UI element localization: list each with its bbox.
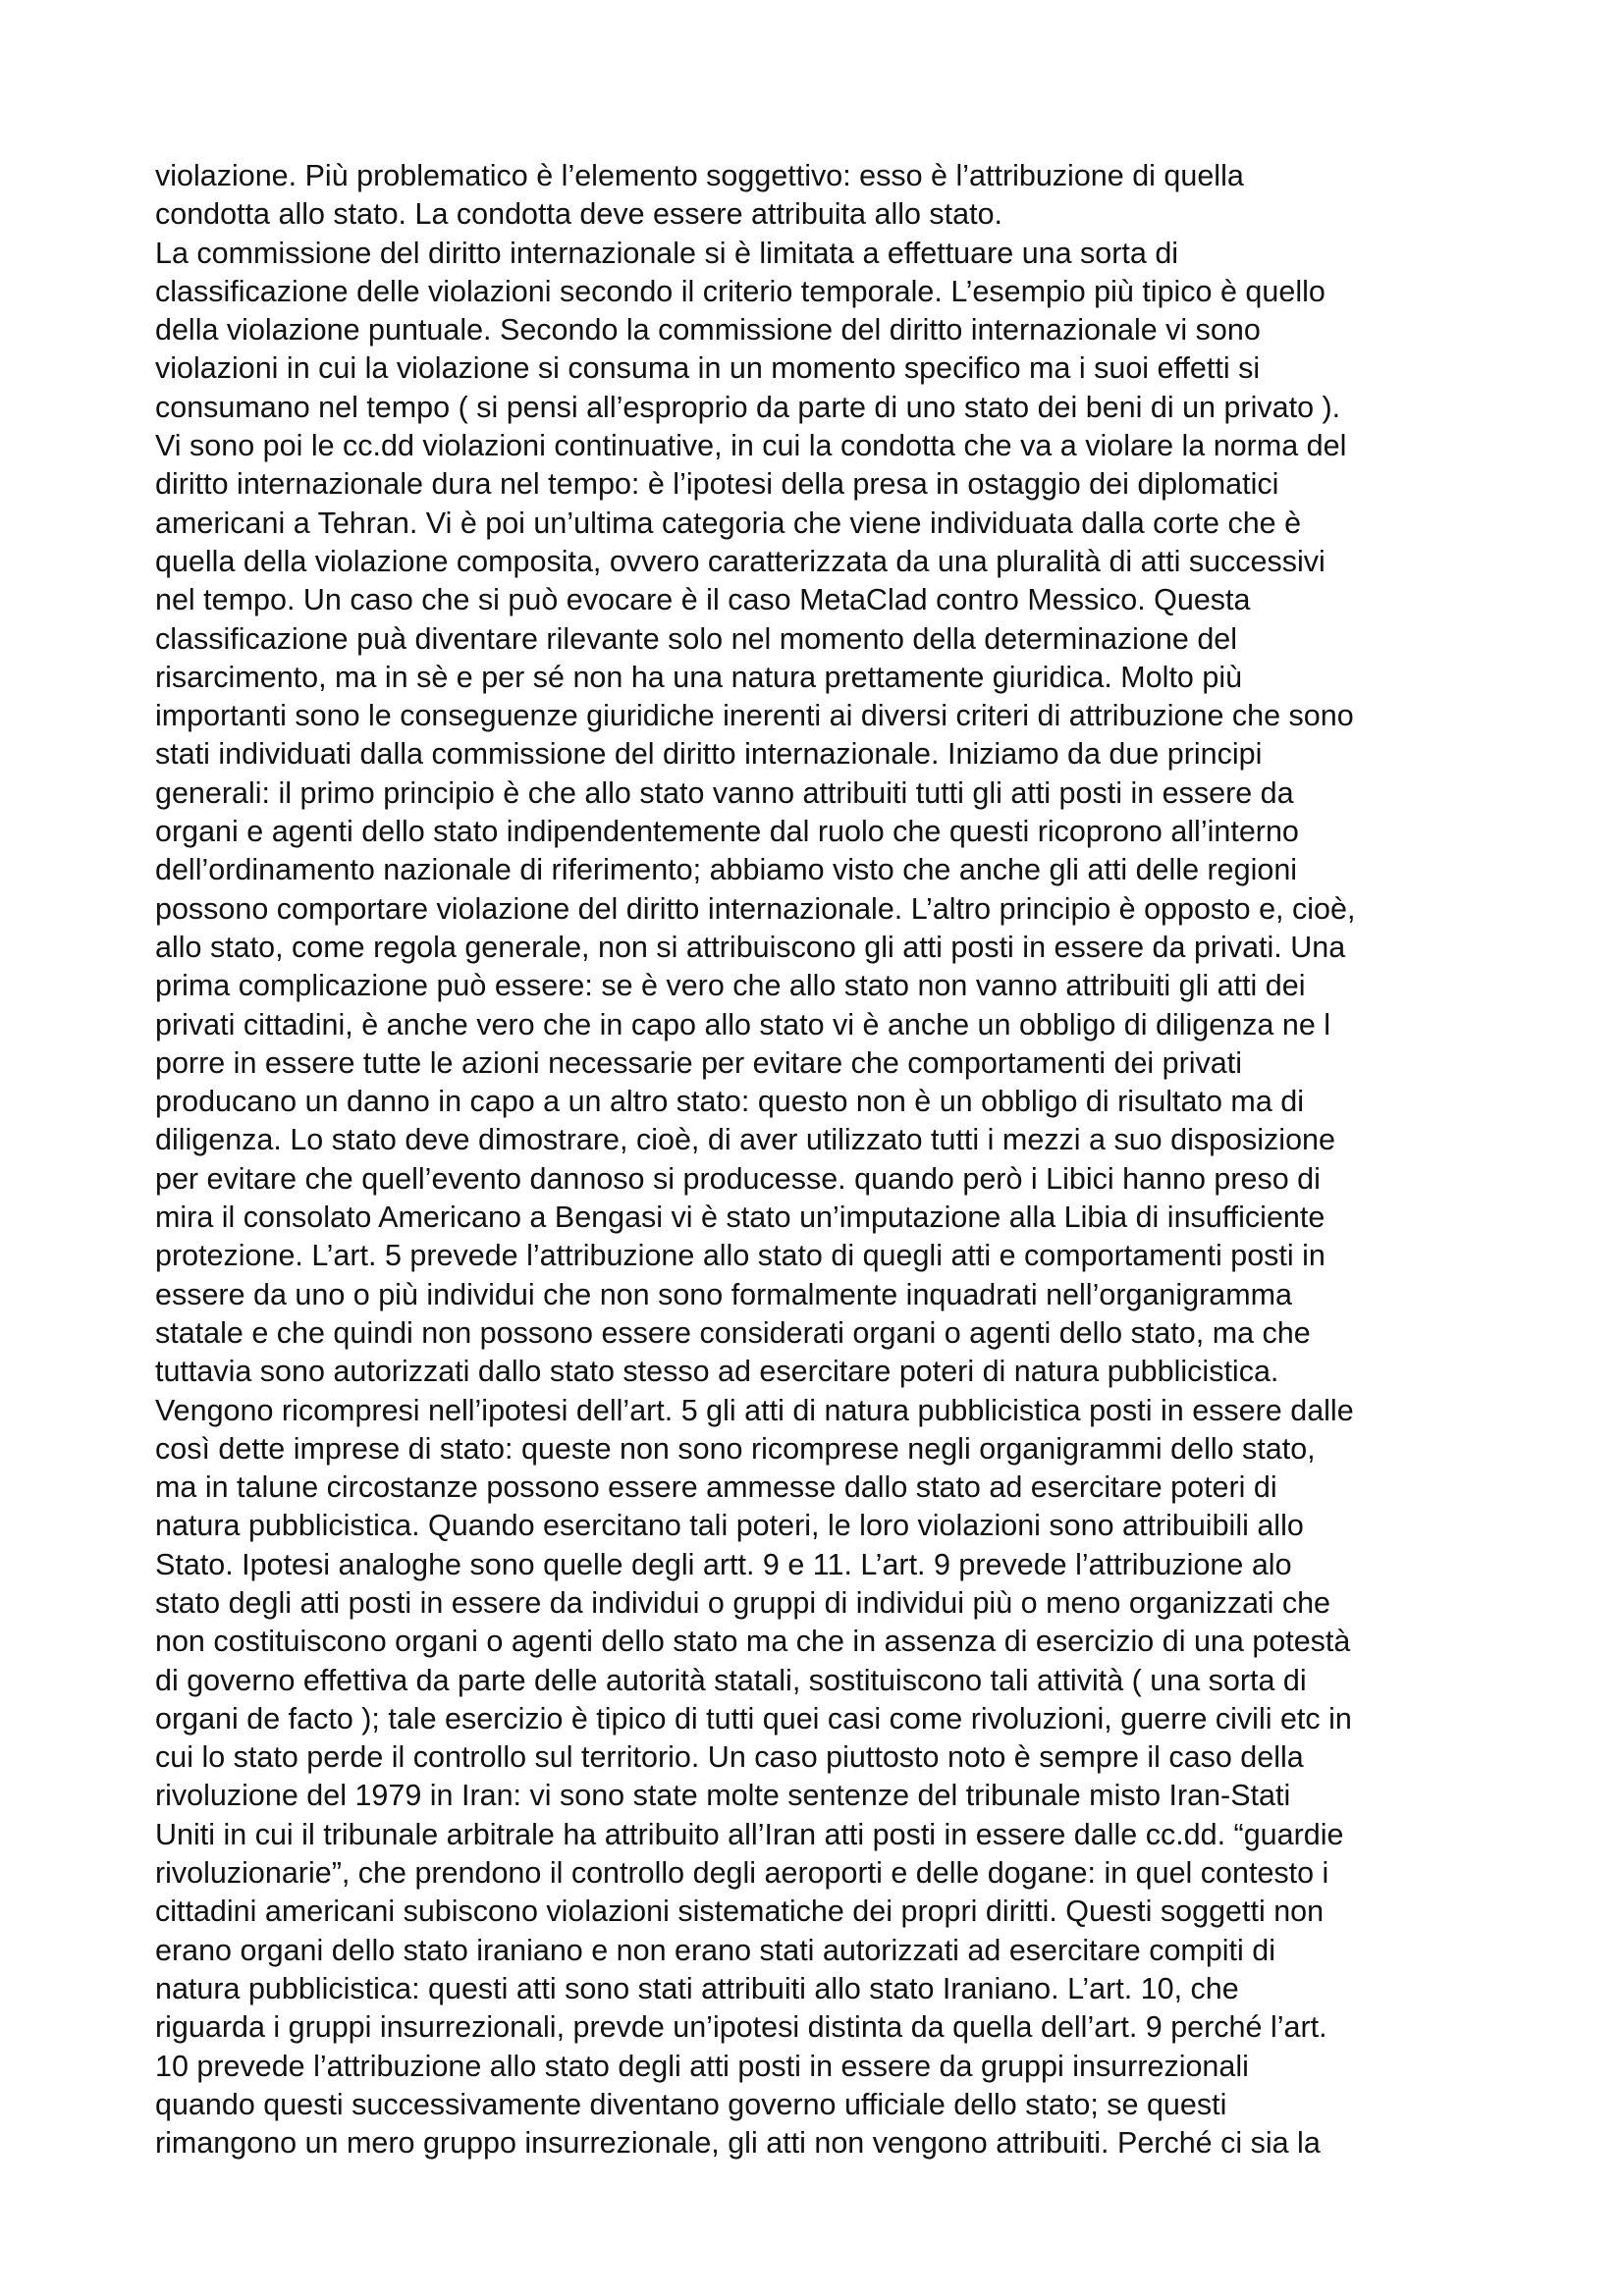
text-line: natura pubblicistica. Quando esercitano tali poteri, le loro violazioni sono attribuibili allo [155, 1509, 1304, 1543]
document-page [155, 157, 1510, 2163]
text-line: violazione. Più problematico è l’elemento soggettivo: esso è l’attribuzione di quella [155, 159, 1244, 192]
text-line: della violazione puntuale. Secondo la commissione del diritto internazionale vi sono [155, 313, 1261, 347]
text-line: di governo effettiva da parte delle autorità statali, sostituiscono tali attività ( una sorta di [155, 1663, 1307, 1697]
text-line: quella della violazione composita, ovvero caratterizzata da una pluralità di atti successivi [155, 544, 1325, 578]
text-line: tuttavia sono autorizzati dallo stato stesso ad esercitare poteri di natura pubblicistica. [155, 1355, 1279, 1389]
text-line: risarcimento, ma in sè e per sé non ha una natura prettamente giuridica. Molto più [155, 660, 1243, 694]
text-line: Uniti in cui il tribunale arbitrale ha attribuito all’Iran atti posti in essere dalle cc.dd. “guardie [155, 1817, 1344, 1851]
text-line: classificazione delle violazioni secondo il criterio temporale. L’esempio più tipico è quello [155, 274, 1325, 308]
text-line: mira il consolato Americano a Bengasi vi è stato un’imputazione alla Libia di insufficiente [155, 1201, 1325, 1235]
text-line: possono comportare violazione del diritto internazionale. L’altro principio è opposto e, cioè, [155, 891, 1356, 926]
text-line: essere da uno o più individui che non sono formalmente inquadrati nell’organigramma [155, 1277, 1293, 1311]
text-line: organi de facto ); tale esercizio è tipico di tutti quei casi come rivoluzioni, guerre civili etc in [155, 1701, 1352, 1735]
text-line: privati cittadini, è anche vero che in capo allo stato vi è anche un obbligo di diligenza ne l [155, 1007, 1331, 1041]
text-line: stati individuati dalla commissione del diritto internazionale. Iniziamo da due principi [155, 737, 1263, 772]
text-line: prima complicazione può essere: se è vero che allo stato non vanno attribuiti gli atti dei [155, 969, 1306, 1003]
text-line: per evitare che quell’evento dannoso si producesse. quando però i Libici hanno preso di [155, 1161, 1321, 1196]
text-line: classificazione puà diventare rilevante solo nel momento della determinazione del [155, 621, 1238, 656]
text-line: rivoluzionarie”, che prendono il controllo degli aeroporti e delle dogane: in quel contesto i [155, 1856, 1329, 1891]
text-line: diligenza. Lo stato deve dimostrare, cioè, di aver utilizzato tutti i mezzi a suo disposizione [155, 1123, 1335, 1157]
text-line: violazioni in cui la violazione si consuma in un momento specifico ma i suoi effetti si [155, 351, 1261, 386]
text-line: Vengono ricompresi nell’ipotesi dell’art. 5 gli atti di natura pubblicistica posti in essere dalle [155, 1393, 1354, 1427]
text-line: stato degli atti posti in essere da individui o gruppi di individui più o meno organizzati che [155, 1585, 1330, 1620]
text-line: rivoluzione del 1979 in Iran: vi sono state molte sentenze del tribunale misto Iran-Stati [155, 1779, 1291, 1813]
text-line: riguarda i gruppi insurrezionali, prevde un’ipotesi distinta da quella dell’art. 9 perché l’art. [155, 2010, 1327, 2045]
text-line: protezione. L’art. 5 prevede l’attribuzione allo stato di quegli atti e comportamenti posti in [155, 1239, 1325, 1273]
text-line: producano un danno in capo a un altro stato: questo non è un obbligo di risultato ma di [155, 1085, 1304, 1119]
text-line: organi e agenti dello stato indipendentemente dal ruolo che questi ricoprono all’interno [155, 815, 1299, 849]
text-line: La commissione del diritto internazionale si è limitata a effettuare una sorta di [155, 236, 1179, 270]
text-line: consumano nel tempo ( si pensi all’esproprio da parte di uno stato dei beni di un privato ). [155, 390, 1341, 424]
text-line: 10 prevede l’attribuzione allo stato degli atti posti in essere da gruppi insurrezionali [155, 2049, 1249, 2083]
text-line: erano organi dello stato iraniano e non erano stati autorizzati ad esercitare compiti di [155, 1933, 1276, 1967]
text-line: dell’ordinamento nazionale di riferimento; abbiamo visto che anche gli atti delle regioni [155, 853, 1298, 887]
text-line: generali: il primo principio è che allo stato vanno attribuiti tutti gli atti posti in essere da [155, 775, 1294, 810]
text-line: statale e che quindi non possono essere considerati organi o agenti dello stato, ma che [155, 1315, 1311, 1350]
text-line: Vi sono poi le cc.dd violazioni continuative, in cui la condotta che va a violare la norma del [155, 429, 1347, 463]
text-line: diritto internazionale dura nel tempo: è l’ipotesi della presa in ostaggio dei diplomatici [155, 467, 1279, 502]
text-line: così dette imprese di stato: queste non sono ricomprese negli organigrammi dello stato, [155, 1431, 1316, 1466]
text-line: ma in talune circostanze possono essere ammesse dallo stato ad esercitare poteri di [155, 1470, 1277, 1505]
text-line: nel tempo. Un caso che si può evocare è il caso MetaClad contro Messico. Questa [155, 583, 1251, 617]
text-line: americani a Tehran. Vi è poi un’ultima categoria che viene individuata dalla corte che è [155, 506, 1302, 540]
text-line: allo stato, come regola generale, non si attribuiscono gli atti posti in essere da privati. Una [155, 930, 1346, 964]
text-line: quando questi successivamente diventano governo ufficiale dello stato; se questi [155, 2087, 1227, 2121]
text-line: Stato. Ipotesi analoghe sono quelle degli artt. 9 e 11. L’art. 9 prevede l’attribuzione alo [155, 1547, 1292, 1581]
text-line: condotta allo stato. La condotta deve essere attribuita allo stato. [155, 197, 1003, 232]
text-line: porre in essere tutte le azioni necessarie per evitare che comportamenti dei privati [155, 1045, 1243, 1080]
text-line: cui lo stato perde il controllo sul territorio. Un caso piuttosto noto è sempre il caso della [155, 1740, 1304, 1775]
text-line: natura pubblicistica: questi atti sono stati attribuiti allo stato Iraniano. L’art. 10, che [155, 1971, 1239, 2005]
text-line: rimangono un mero gruppo insurrezionale, gli atti non vengono attribuiti. Perché ci sia la [155, 2126, 1321, 2161]
text-line: importanti sono le conseguenze giuridiche inerenti ai diversi criteri di attribuzione che sono [155, 699, 1354, 733]
text-line: cittadini americani subiscono violazioni sistematiche dei propri diritti. Questi soggetti non [155, 1895, 1325, 1929]
text-line: non costituiscono organi o agenti dello stato ma che in assenza di esercizio di una potestà [155, 1625, 1351, 1659]
